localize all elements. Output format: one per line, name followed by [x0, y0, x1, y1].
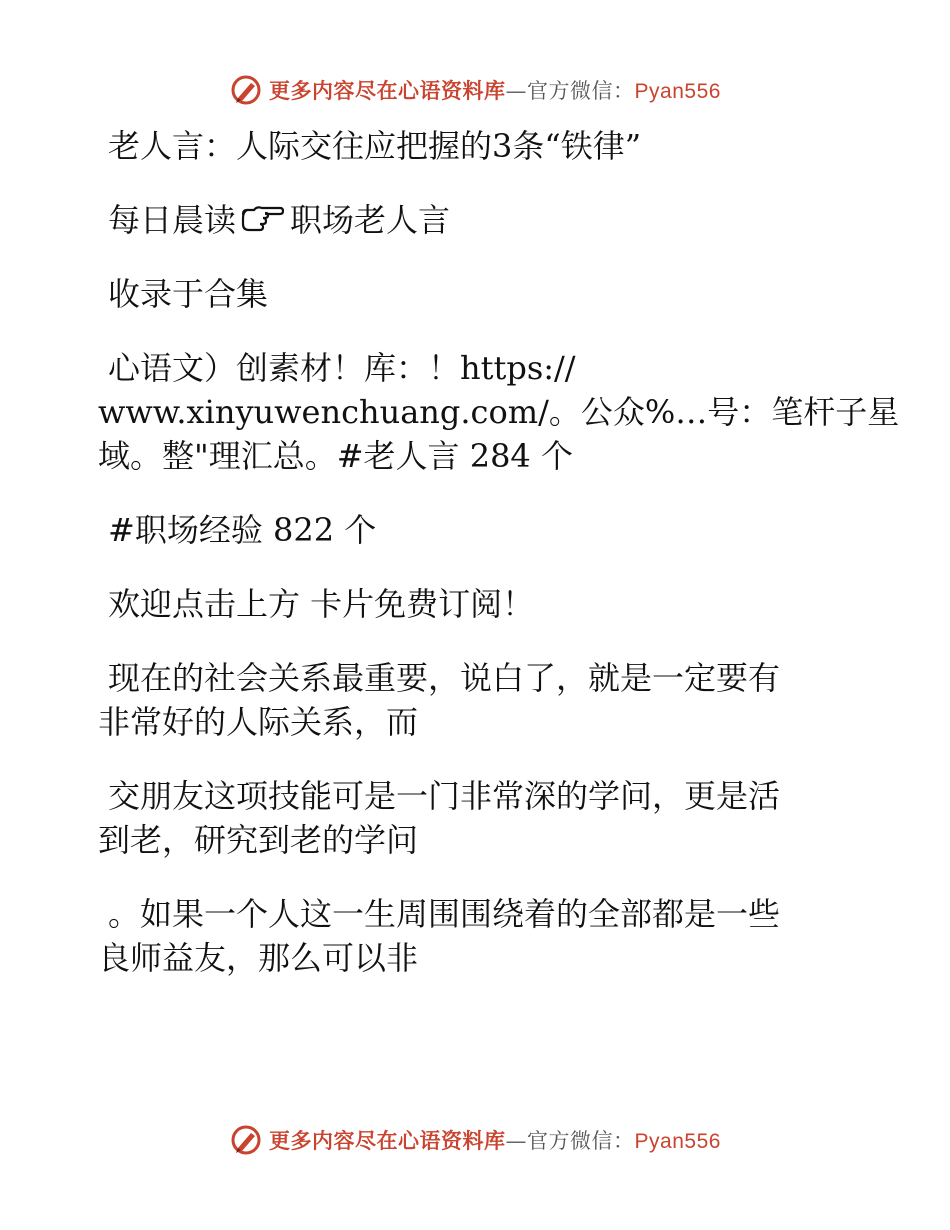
paragraph-line: 非常好的人际关系，而 [98, 703, 419, 741]
series-right-text: 职场老人言 [290, 201, 451, 239]
paragraph-2 [98, 774, 858, 862]
source-paragraph [98, 346, 900, 478]
article-title: 老人言：人际交往应把握的3条“铁律” [108, 127, 642, 165]
banner-main-text: 更多内容尽在心语资料库 [269, 79, 506, 103]
banner-account: Pyan556 [634, 80, 721, 103]
source-line: 心语文）创素材！库：！https:// [108, 349, 576, 387]
pointing-hand-icon [240, 204, 284, 234]
paragraph-line: 。如果一个人这一生周围围绕着的全部都是一些 [108, 895, 781, 933]
banner-main-text: 更多内容尽在心语资料库 [269, 1129, 506, 1153]
paragraph-1 [98, 656, 858, 744]
source-line: www.xinyuwenchuang.com/。公众%…号：笔杆子星 [98, 393, 900, 431]
banner-separator: — [505, 1129, 528, 1153]
paragraph-line: 良师益友，那么可以非 [98, 939, 419, 977]
paragraph-3 [98, 892, 858, 980]
footer-banner [0, 1120, 950, 1160]
source-line: 域。整"理汇总。#老人言 284 个 [98, 437, 573, 475]
pen-logo-icon [229, 1123, 263, 1157]
collection-label: 收录于合集 [108, 275, 269, 313]
banner-wechat-label: 官方微信： [527, 79, 635, 103]
tag-line: #职场经验 822 个 [108, 511, 377, 549]
banner-account: Pyan556 [634, 1130, 721, 1153]
pen-logo-icon [229, 73, 263, 107]
paragraph-line: 现在的社会关系最重要，说白了，就是一定要有 [108, 659, 781, 697]
paragraph-line: 交朋友这项技能可是一门非常深的学问，更是活 [108, 777, 781, 815]
header-banner [0, 70, 950, 110]
series-line [98, 198, 858, 242]
banner-separator: — [505, 79, 528, 103]
paragraph-line: 到老，研究到老的学问 [98, 821, 419, 859]
document-body [98, 124, 900, 1010]
series-left-text: 每日晨读 [108, 201, 237, 239]
banner-wechat-label: 官方微信： [527, 1129, 635, 1153]
welcome-line: 欢迎点击上方 卡片免费订阅！ [108, 585, 535, 623]
